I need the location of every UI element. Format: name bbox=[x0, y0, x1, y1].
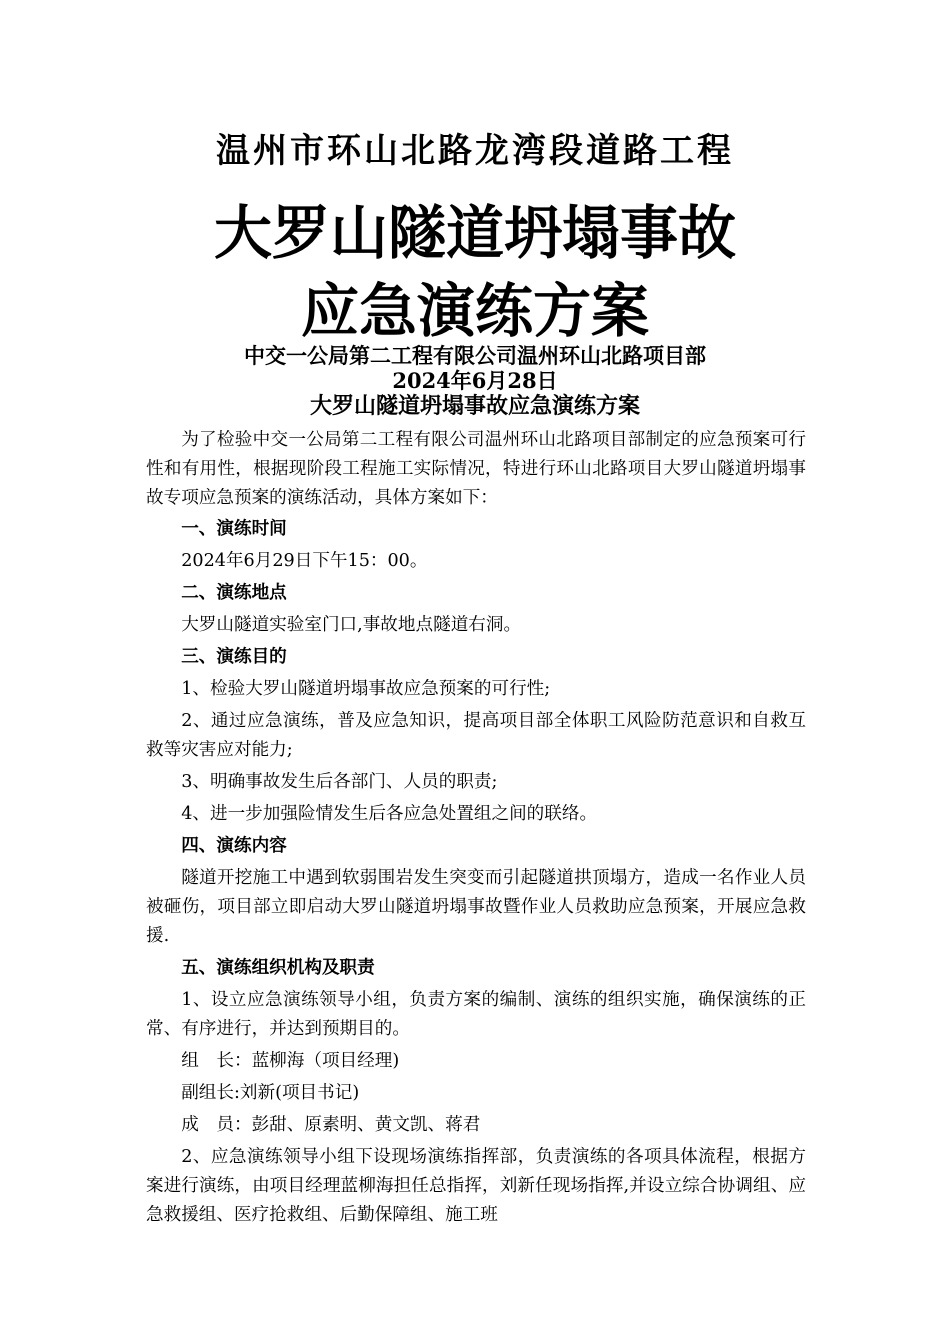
section-heading-time: 一、演练时间 bbox=[181, 519, 287, 539]
purpose-item: 3、明确事故发生后各部门、人员的职责; bbox=[181, 772, 498, 792]
intro-paragraph: 为了检验中交一公局第二工程有限公司温州环山北路项目部制定的应急预案可行性和有用性，根据现阶段工程施工实际情况，特进行环山北路项目大罗山隧道坍塌事故专项应急预案的演练活动，具体方案如下： bbox=[146, 430, 806, 508]
section-text-location: 大罗山隧道实验室门口,事故地点隧道右洞。 bbox=[181, 615, 522, 635]
section-heading-location: 二、演练地点 bbox=[181, 583, 287, 603]
purpose-item: 1、检验大罗山隧道坍塌事故应急预案的可行性; bbox=[181, 679, 551, 699]
section-heading-organization: 五、演练组织机构及职责 bbox=[181, 958, 375, 978]
company-name: 中交一公局第二工程有限公司温州环山北路项目部 bbox=[244, 343, 706, 368]
project-title: 温州市环山北路龙湾段道路工程 bbox=[216, 131, 734, 171]
organization-leader: 组 长：蓝柳海（项目经理) bbox=[181, 1051, 400, 1071]
section-text-time: 2024年6月29日下午15：00。 bbox=[181, 551, 428, 571]
purpose-item: 4、进一步加强险情发生后各应急处置组之间的联络。 bbox=[181, 804, 598, 824]
purpose-item: 2、通过应急演练，普及应急知识，提高项目部全体职工风险防范意识和自救互救等灾害应对能力; bbox=[146, 711, 806, 760]
main-title-line1: 大罗山隧道坍塌事故 bbox=[213, 199, 736, 267]
organization-members: 成 员：彭甜、原素明、黄文凯、蒋君 bbox=[181, 1115, 481, 1135]
organization-paragraph-2: 2、应急演练领导小组下设现场演练指挥部，负责演练的各项具体流程，根据方案进行演练，由项目经理蓝柳海担任总指挥，刘新任现场指挥,并设立综合协调组、应急救援组、医疗抢救组、后勤保障组、施工班 bbox=[146, 1147, 806, 1225]
organization-deputy: 副组长:刘新(项目书记) bbox=[181, 1083, 360, 1103]
document-date: 2024年6月28日 bbox=[392, 368, 558, 393]
document-body bbox=[146, 426, 806, 1233]
section-heading-content: 四、演练内容 bbox=[181, 836, 287, 856]
document-title: 大罗山隧道坍塌事故应急演练方案 bbox=[309, 393, 640, 419]
section-heading-purpose: 三、演练目的 bbox=[181, 647, 287, 667]
section-text-content: 隧道开挖施工中遇到软弱围岩发生突变而引起隧道拱顶塌方，造成一名作业人员被砸伤，项目部立即启动大罗山隧道坍塌事故暨作业人员救助应急预案，开展应急救援. bbox=[146, 868, 806, 946]
organization-paragraph-1: 1、设立应急演练领导小组，负责方案的编制、演练的组织实施，确保演练的正常、有序进行，并达到预期目的。 bbox=[146, 990, 806, 1039]
main-title-line2: 应急演练方案 bbox=[300, 277, 649, 345]
